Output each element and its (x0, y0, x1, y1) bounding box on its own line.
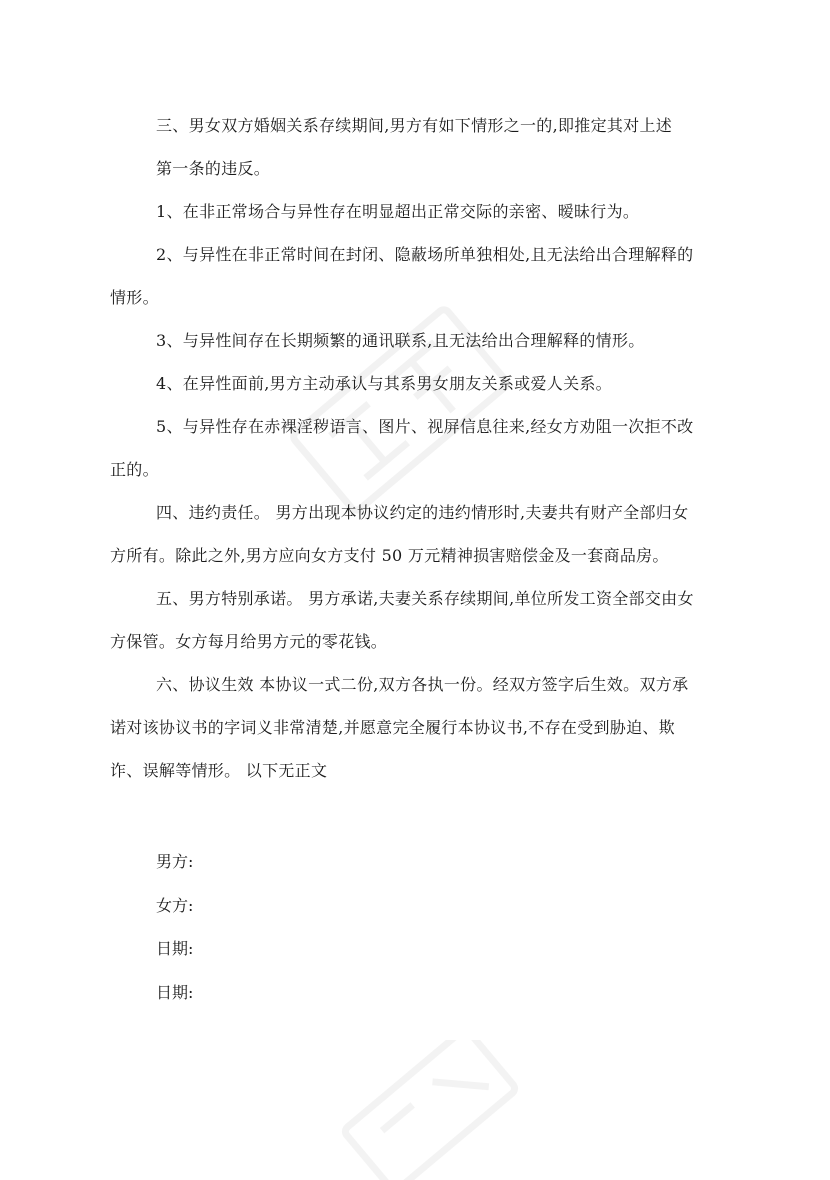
signature-date-1-label: 日期: (156, 939, 194, 958)
clause-3-item-5-line-1: 5、与异性存在赤裸淫秽语言、图片、视屏信息往来,经女方劝阻一次拒不改 (156, 417, 694, 436)
clause-3-item-5-line-2: 正的。 (110, 460, 159, 479)
clause-4-line-1: 四、违约责任。 男方出现本协议约定的违约情形时,夫妻共有财产全部归女 (156, 503, 689, 522)
clause-6-line-3: 诈、误解等情形。 以下无正文 (110, 761, 328, 780)
clause-6-line-1: 六、协议生效 本协议一式二份,双方各执一份。经双方签字后生效。双方承 (156, 675, 689, 694)
clause-3-intro-line-1: 三、男女双方婚姻关系存续期间,男方有如下情形之一的,即推定其对上述 (156, 116, 673, 135)
clause-4-line-2: 方所有。除此之外,男方应向女方支付 50 万元精神损害赔偿金及一套商品房。 (110, 546, 669, 565)
signature-date-2-label: 日期: (156, 983, 194, 1002)
clause-3-item-2-line-1: 2、与异性在非正常时间在封闭、隐蔽场所单独相处,且无法给出合理解释的 (156, 245, 694, 264)
clause-6-line-2: 诺对该协议书的字词义非常清楚,并愿意完全履行本协议书,不存在受到胁迫、欺 (110, 718, 675, 737)
signature-male-label: 男方: (156, 852, 194, 871)
clause-3-item-1: 1、在非正常场合与异性存在明显超出正常交际的亲密、暧昧行为。 (156, 202, 640, 221)
clause-3-item-2-line-2: 情形。 (110, 288, 159, 307)
clause-5-line-2: 方保管。女方每月给男方元的零花钱。 (110, 632, 388, 651)
clause-3-item-3: 3、与异性间存在长期频繁的通讯联系,且无法给出合理解释的情形。 (156, 331, 645, 350)
clause-3-item-4: 4、在异性面前,男方主动承认与其系男女朋友关系或爱人关系。 (156, 374, 612, 393)
clause-3-intro-line-2: 第一条的违反。 (156, 159, 271, 178)
signature-female-label: 女方: (156, 896, 194, 915)
clause-5-line-1: 五、男方特别承诺。 男方承诺,夫妻关系存续期间,单位所发工资全部交由女 (156, 589, 694, 608)
